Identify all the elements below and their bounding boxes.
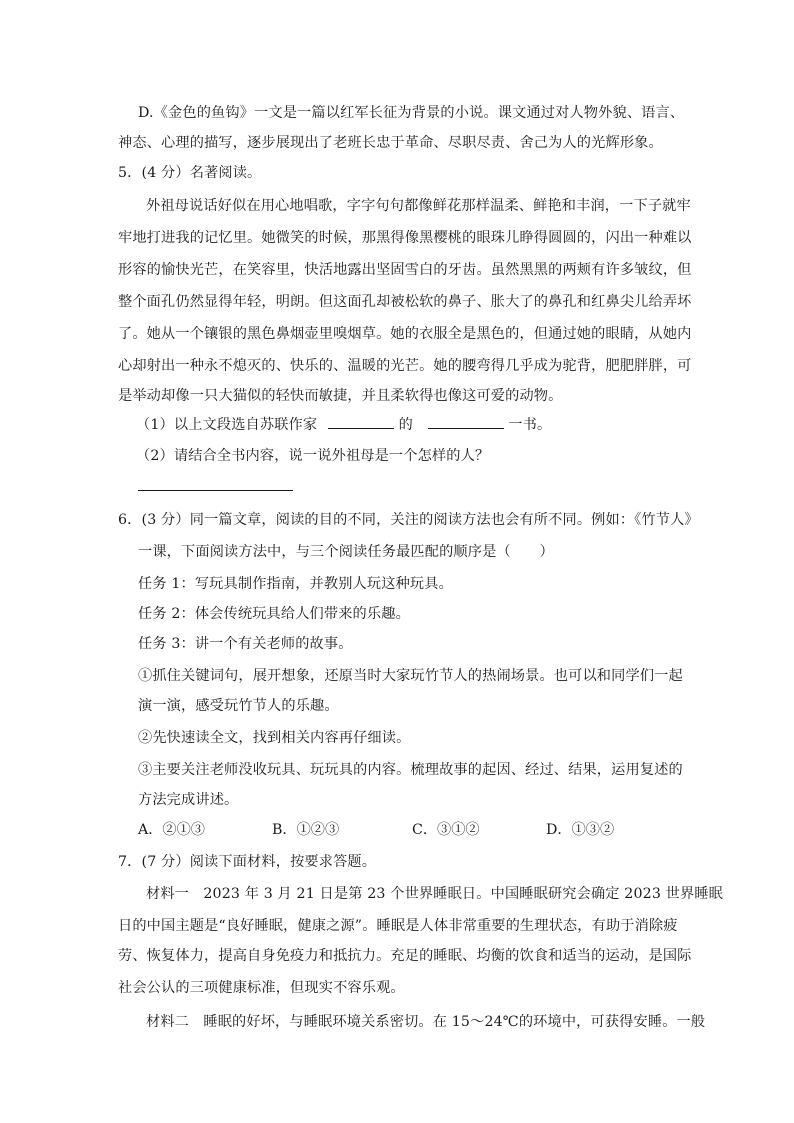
q5-sub2: （2）请结合全书内容，说一说外祖母是一个怎样的人？ — [136, 448, 490, 464]
q6-method3-line1: ③主要关注老师没收玩具、玩玩具的内容。梳理故事的起因、经过、结果，运用复述的 — [138, 762, 683, 778]
q5-sub1 — [136, 414, 551, 435]
q5-header: 5．(4 分）名著阅读。 — [118, 165, 262, 181]
q6-method2: ②先快速读全文，找到相关内容再仔细读。 — [138, 730, 411, 746]
q5-passage-line: 外祖母说话好似在用心地唱歌，字字句句都像鲜花那样温柔、鲜艳和丰润，一下子就牢 — [146, 198, 691, 214]
q7-material1-line: 劳、恢复体力，提高自身免疫力和抵抗力。充足的睡眠、均衡的饮食和适当的运动，是国际 — [118, 948, 692, 964]
q6-method3-line2: 方法完成讲述。 — [138, 792, 239, 808]
q5-sub1-suffix: 一书。 — [508, 417, 552, 433]
q5-sub1-prefix: （1）以上文段选自苏联作家 — [136, 417, 318, 433]
q7-material2-line1: 材料二 睡眠的好坏，与睡眠环境关系密切。在 15～24℃的环境中，可获得安睡。一般 — [146, 1014, 706, 1030]
q7-material1-line: 日的中国主题是“良好睡眠，健康之源”。睡眠是人体非常重要的生理状态，有助于消除疲 — [118, 918, 678, 934]
book-title-blank[interactable] — [428, 414, 504, 429]
q5-passage-line: 是举动却像一只大猫似的轻快而敏捷，并且柔软得也像这可爱的动物。 — [118, 388, 563, 404]
q7-material1-line: 社会公认的三项健康标准，但现实不容乐观。 — [118, 980, 405, 996]
q6-option-b[interactable]: B．①②③ — [272, 822, 340, 838]
q7-header: 7．(7 分）阅读下面材料，按要求答题。 — [118, 854, 377, 870]
q5-sub2-answer-line[interactable] — [138, 490, 293, 491]
q6-method1-line1: ①抓住关键词句，展开想象，还原当时大家玩竹节人的热闹场景。也可以和同学们一起 — [138, 668, 683, 684]
author-blank[interactable] — [328, 414, 394, 429]
q6-header-line2: 一课，下面阅读方法中，与三个阅读任务最匹配的顺序是（ ） — [138, 544, 554, 560]
q5-passage-line: 形容的愉快光芒，在笑容里，快活地露出坚固雪白的牙齿。虽然黑黑的两颊有许多皱纹，但 — [118, 262, 692, 278]
q7-material1-line: 材料一 2023 年 3 月 21 日是第 23 个世界睡眠日。中国睡眠研究会确定 2023 世界睡眠 — [146, 886, 724, 902]
q5-sub1-mid: 的 — [398, 417, 413, 433]
q4-option-d-line2: 神态、心理的描写，逐步展现出了老班长忠于革命、尽职尽责、舍己为人的光辉形象。 — [118, 135, 663, 151]
q4-option-d-line1: D.《金色的鱼钩》一文是一篇以红军长征为背景的小说。课文通过对人物外貌、语言、 — [138, 105, 685, 121]
q6-option-d[interactable]: D．①③② — [546, 822, 615, 838]
q6-task3: 任务 3：讲一个有关老师的故事。 — [138, 636, 353, 652]
q6-task2: 任务 2：体会传统玩具给人们带来的乐趣。 — [138, 606, 410, 622]
q5-passage-line: 牢地打进我的记忆里。她微笑的时候，那黑得像黑樱桃的眼珠儿睁得圆圆的，闪出一种难以 — [118, 230, 692, 246]
q6-header: 6．(3 分）同一篇文章，阅读的目的不同，关注的阅读方法也会有所不同。例如：《竹节人》 — [118, 512, 699, 528]
q6-method1-line2: 演一演，感受玩竹节人的乐趣。 — [138, 698, 339, 714]
q6-task1: 任务 1：写玩具制作指南，并教别人玩这种玩具。 — [138, 576, 453, 592]
q5-passage-line: 了。她从一个镶银的黑色鼻烟壶里嗅烟草。她的衣服全是黑色的，但通过她的眼睛，从她内 — [118, 326, 692, 342]
q5-passage-line: 整个面孔仍然显得年轻，明朗。但这面孔却被松软的鼻子、胀大了的鼻孔和红鼻尖儿给弄坏 — [118, 294, 692, 310]
q6-option-a[interactable]: A．②①③ — [138, 822, 205, 838]
q5-passage-line: 心却射出一种永不熄灭的、快乐的、温暖的光芒。她的腰弯得几乎成为驼背，肥肥胖胖，可 — [118, 358, 692, 374]
q6-option-c[interactable]: C．③①② — [412, 822, 480, 838]
